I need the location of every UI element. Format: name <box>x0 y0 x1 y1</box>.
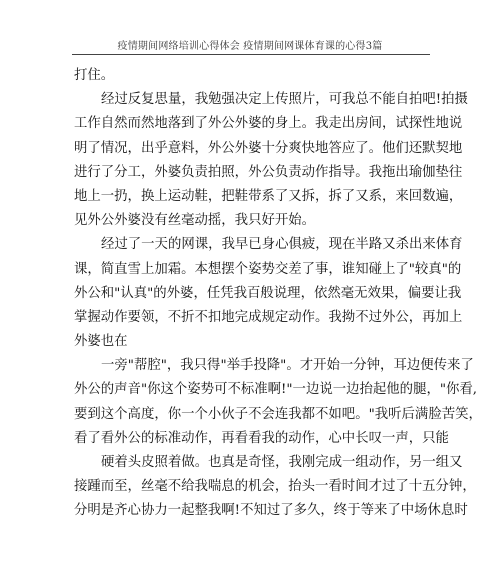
text-line: 课，简直雪上加霜。本想摆个姿势交差了事，谁知碰上了"较真"的 <box>74 261 462 277</box>
text-line: 进行了分工，外婆负责拍照，外公负责动作指导。我拖出瑜伽垫往 <box>74 164 463 180</box>
text-line: 一旁"帮腔"，我只得"举手投降"。才开始一分钟，耳边便传来了 <box>101 358 474 374</box>
text-line: 硬着头皮照着做。也真是奇怪，我刚完成一组动作，另一组又 <box>101 455 463 470</box>
text-line: 经过反复思量，我勉强决定上传照片，可我总不能自拍吧!拍摄 <box>101 92 468 108</box>
text-line: 要到这个高度，你一个小伙子不会连我都不如吧。"我听后满脸苦笑， <box>74 406 482 422</box>
text-line: 看了看外公的标准动作，再看看我的动作，心中长叹一声，只能 <box>74 430 449 446</box>
text-line: 工作自然而然地落到了外公外婆的身上。我走出房间，试探性地说 <box>74 116 463 132</box>
text-line: 经过了一天的网课，我早已身心俱疲，现在半路又杀出来体育 <box>101 237 463 253</box>
text-line: 分明是齐心协力一起整我啊!不知过了多久，终于等来了中场休息时 <box>74 503 468 519</box>
body-text <box>74 64 482 524</box>
text-line: 接踵而至，丝毫不给我喘息的机会，抬头一看时间才过了十五分钟， <box>74 479 476 495</box>
text-line: 掌握动作要领，不折不扣地完成规定动作。我拗不过外公，再加上 <box>74 309 463 325</box>
header-divider <box>72 54 430 55</box>
page-header-title: 疫情期间网络培训心得体会 疫情期间网课体育课的心得3篇 <box>117 41 383 52</box>
text-line: 打住。 <box>74 68 115 83</box>
text-line: 见外公外婆没有丝毫动摇，我只好开始。 <box>74 213 316 229</box>
text-line: 外公的声音"你这个姿势可不标准啊!"一边说一边抬起他的腿，"你看, <box>74 382 478 398</box>
text-line: 明了情况，出乎意料，外公外婆十分爽快地答应了。他们还默契地 <box>74 140 463 156</box>
text-line: 外婆也在 <box>74 334 128 350</box>
text-line: 地上一扔，换上运动鞋，把鞋带系了又拆，拆了又系，来回数遍， <box>74 188 463 204</box>
text-line: 外公和"认真"的外婆，任凭我百般说理，依然毫无效果，偏要让我 <box>74 285 462 301</box>
